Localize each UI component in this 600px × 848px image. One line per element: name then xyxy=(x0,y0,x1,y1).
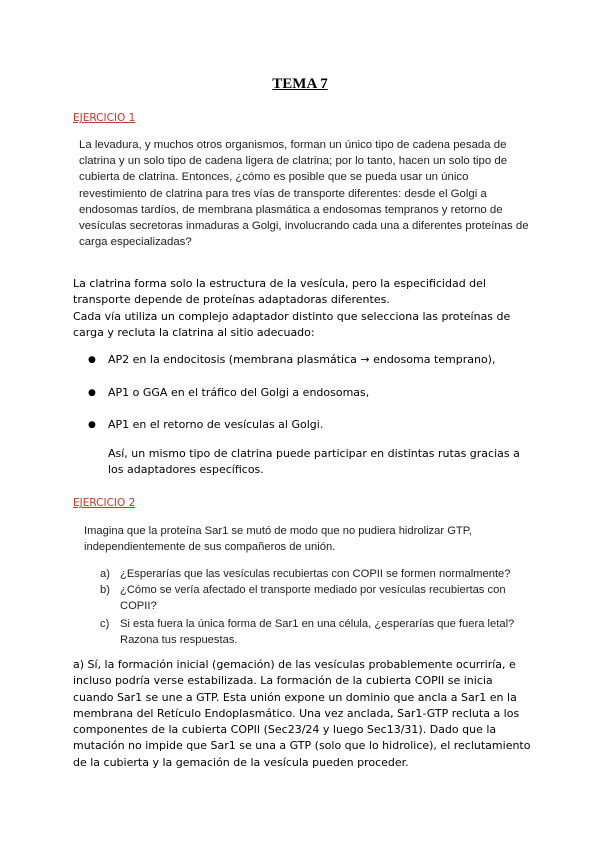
subquestion xyxy=(100,617,530,648)
list-item xyxy=(88,417,323,433)
subquestion-text: Si esta fuera la única forma de Sar1 en una célula, ¿esperarías que fuera letal? Razona tus respuestas. xyxy=(120,618,515,646)
subquestion-text: ¿Cómo se vería afectado el transporte mediado por vesículas recubiertas con COPII? xyxy=(120,584,506,612)
subquestion-mark: a) xyxy=(100,568,110,580)
exercise-1-question: La levadura, y muchos otros organismos, forman un único tipo de cadena pesada de clatrina y un solo tipo de cadena ligera de clatrina; por lo tanto, hacen un solo tipo de cubierta de clatrina. Entonces, ¿cómo es posible que se pueda usar un único revestimiento de clatrina para tres vías de transporte diferentes: desde el Golgi a endosomas tardíos, de membrana plasmática a endosomas tempranos y retorno de vesículas secretoras inmaduras a Golgi, involucrando cada una a diferentes proteínas de carga especializadas? xyxy=(79,139,529,249)
exercise-2-heading: EJERCICIO 2 xyxy=(73,497,136,509)
subquestion-mark: b) xyxy=(100,584,110,596)
bullet-icon: ● xyxy=(88,420,96,430)
exercise-1-answer-intro-2: Cada vía utiliza un complejo adaptador distinto que selecciona las proteínas de carga y recluta la clatrina al sitio adecuado: xyxy=(73,310,511,340)
page-title: TEMA 7 xyxy=(272,76,328,92)
exercise-1-heading: EJERCICIO 1 xyxy=(73,112,136,124)
exercise-2-answer-a: a) Sí, la formación inicial (gemación) de las vesículas probablemente ocurriría, e incluso podría verse estabilizada. La formación de la cubierta COPII se inicia cuando Sar1 se une a GTP. Esta unión expone un dominio que ancla a Sar1 en la membrana del Retículo Endoplasmático. Una vez anclada, Sar1-GTP recluta a los componentes de la cubierta COPII (Sec23/24 y luego Sec13/31). Dado que la mutación no impide que Sar1 se una a GTP (solo que lo hidrolice), el reclutamiento de la cubierta y la gemación de la vesícula pueden proceder. xyxy=(73,658,531,769)
list-item xyxy=(88,352,495,368)
list-item-text: AP2 en la endocitosis (membrana plasmática → endosoma temprano), xyxy=(108,353,496,366)
list-item-text: AP1 o GGA en el tráfico del Golgi a endosomas, xyxy=(108,386,370,399)
exercise-2-question: Imagina que la proteína Sar1 se mutó de modo que no pudiera hidrolizar GTP, independientemente de sus compañeros de unión. xyxy=(84,525,472,553)
subquestion-text: ¿Esperarías que las vesículas recubiertas con COPII se formen normalmente? xyxy=(120,568,511,580)
bullet-icon: ● xyxy=(88,355,96,365)
subquestion-mark: c) xyxy=(100,618,110,630)
list-item xyxy=(88,385,369,401)
exercise-1-answer-intro-1: La clatrina forma solo la estructura de la vesícula, pero la especificidad del transporte depende de proteínas adaptadoras diferentes. xyxy=(73,277,486,307)
exercise-1-conclusion: Así, un mismo tipo de clatrina puede participar en distintas rutas gracias a los adaptadores específicos. xyxy=(108,447,520,477)
subquestion xyxy=(100,583,530,614)
list-item-text: AP1 en el retorno de vesículas al Golgi. xyxy=(108,418,324,431)
bullet-icon: ● xyxy=(88,388,96,398)
subquestion xyxy=(100,567,530,583)
